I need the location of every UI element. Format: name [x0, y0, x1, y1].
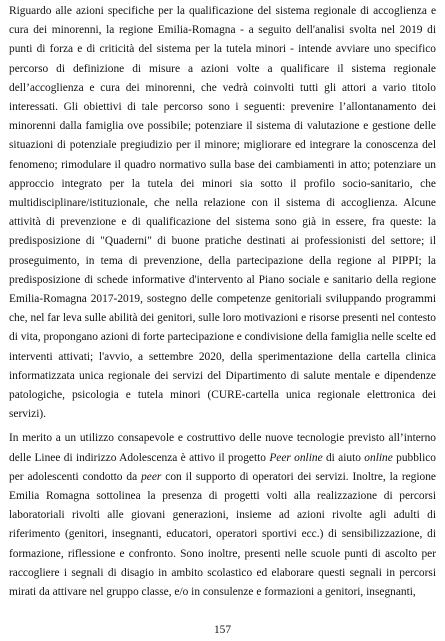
online-emphasis: online: [364, 451, 393, 464]
paragraph-child-protection: Riguardo alle azioni specifiche per la qualificazione del sistema regionale di accoglienza e cura dei minorenni, la regione Emilia-Romagna - a seguito dell'analisi svolta nel 2019 di punti di forza e di criticità del sistema per la tutela minori - intende avviare uno specifico percorso di definizione di misure a azioni volte a qualificare il sistema regionale dell’accoglienza e cura dei minorenni, che vedrà coinvolti tutti gli attori a vario titolo interessati. Gli obiettivi di tale percorso sono i seguenti: prevenire l’allontanamento dei minorenni dalla famiglia ove possibile; potenziare il sistema di valutazione e gestione delle situazioni di potenziale pregiudizio per il minore; migliorare ed integrare la conoscenza del fenomeno; rimodulare il quadro normativo sulla base dei cambiamenti in atto; potenziare un approccio integrato per la tutela dei minori sia sotto il profilo socio-sanitario, che multidisciplinare/istituzionale, che nella relazione con il sistema di accoglienza. Alcune attività di prevenzione e di qualificazione del sistema sono già in essere, fra queste: la predisposizione di "Quaderni" di buone pratiche destinati ai professionisti del settore; il proseguimento, in tema di prevenzione, della partecipazione della regione al PIPPI; la predisposizione di schede informative d'intervento al Piano sociale e sanitario della regione Emilia-Romagna 2017-2019, sostegno delle competenze genitoriali sviluppando programmi che, nel far leva sulle abilità dei genitori, sulle loro motivazioni e risorse presenti nel contesto di vita, propongano azioni di forte partecipazione e condivisione della famiglia nelle scelte ed interventi attivati; l'avvio, a settembre 2020, della sperimentazione della cartella clinica informatizzata unica regionale dei servizi del Dipartimento di salute mentale e dipendenze patologiche, psicologia e tutela minori (CURE-cartella unica regionale elettronica dei servizi).: [9, 5, 436, 421]
paragraph-text: pubblico per adolescenti condotto da: [9, 451, 436, 483]
paragraph-text: con il supporto di operatori dei servizi. Inoltre, la regione Emilia Romagna sottolinea la presenza di progetti volti alla realizzazione di percorsi laboratoriali rivolti alle giovani generazioni, insieme ad azioni rivolte agli adulti di riferimento (genitori, insegnanti, educatori, operatori sportivi ecc.) di sensibilizzazione, di formazione, riflessione e confronto. Sono inoltre, presenti nelle scuole punti di ascolto per raccogliere i segnali di disagio in ambito scolastico ed elaborare questi segnali in percorsi mirati da attivare nel gruppo classe, e/o in consulenze e formazioni a genitori, insegnanti,: [9, 470, 436, 599]
peer-emphasis: peer: [141, 470, 162, 483]
document-body: [9, 2, 436, 602]
page-number: 157: [213, 624, 232, 636]
paragraph-new-technologies: [9, 429, 436, 602]
paragraph-text: di aiuto: [322, 451, 365, 464]
paragraph-text: In merito a un utilizzo consapevole e costruttivo delle nuove tecnologie previsto all’interno delle Linee di indirizzo Adolescenza è attivo il progetto: [9, 432, 436, 464]
project-name-emphasis: Peer online: [269, 451, 323, 464]
